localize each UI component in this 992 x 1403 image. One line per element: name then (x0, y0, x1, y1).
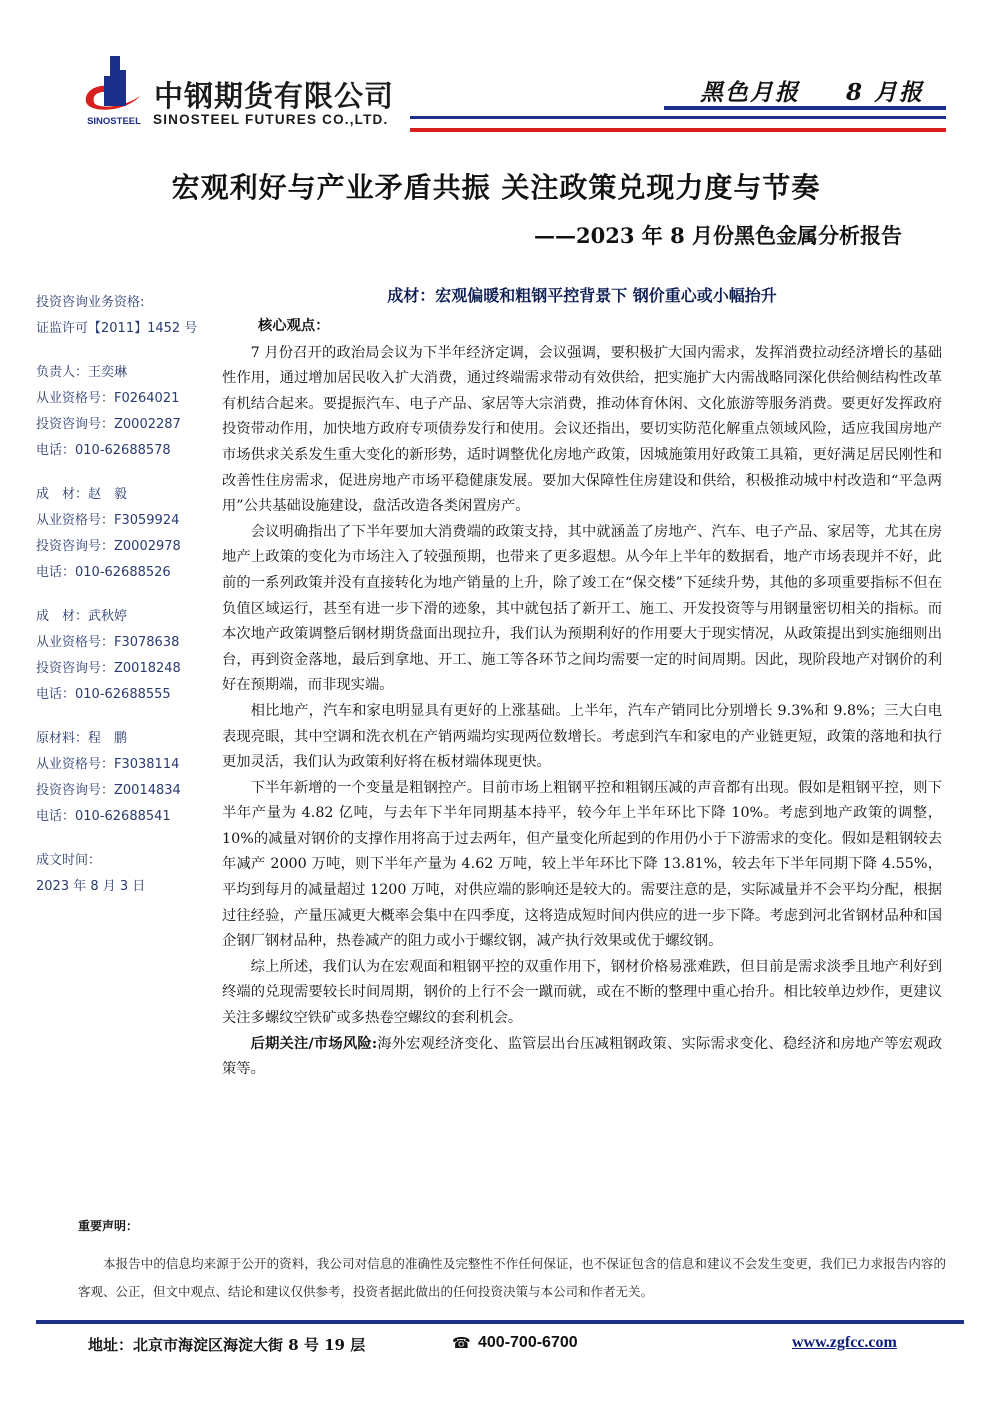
footer-divider-navy (36, 1320, 964, 1324)
sidebar-line: 从业资格号：F3038114 (36, 757, 180, 772)
sidebar-line: 投资咨询号：Z0002287 (36, 417, 181, 432)
body-paragraph: 7 月份召开的政治局会议为下半年经济定调，会议强调，要积极扩大国内需求，发挥消费拉动经济增长的基础性作用，通过增加居民收入扩大消费，通过终端需求带动有效供给，把实施扩大内需战略同深化供给侧结构性改革有机结合起来。要提振汽车、电子产品、家居等大宗消费，推动体育休闲、文化旅游等服务消费。要更好发挥政府投资带动作用，加快地方政府专项债券发行和使用。会议还指出，要切实防范化解重点领域风险，适应我国房地产市场供求关系发生重大变化的新形势，适时调整优化房地产政策，因城施策用好政策工具箱，更好满足居民刚性和改善性住房需求，促进房地产市场平稳健康发展。要加大保障性住房建设和供给，积极推动城中村改造和“平急两用”公共基础设施建设，盘活改造各类闲置房产。 (222, 344, 942, 515)
footer-phone: 400-700-6700 (478, 1334, 578, 1351)
sidebar-line: 成文时间： (36, 853, 102, 868)
sidebar-line: 负责人：王奕琳 (36, 365, 128, 380)
section-title: 成材：宏观偏暖和粗钢平控背景下 钢价重心或小幅抬升 (387, 286, 777, 305)
sidebar-line: 投资咨询号：Z0014834 (36, 783, 181, 798)
report-month: 8 月报 (846, 79, 925, 106)
disclaimer-label: 重要声明： (78, 1219, 139, 1233)
sinosteel-logo-icon (80, 52, 148, 128)
sidebar-analyst-wu (36, 604, 221, 708)
header-divider-red (410, 128, 946, 132)
header-divider-navy-long (410, 116, 946, 119)
sidebar-line: 投资咨询业务资格: (36, 295, 145, 310)
risk-label: 后期关注/市场风险: (250, 1035, 378, 1052)
sidebar-line: 电话：010-62688555 (36, 687, 171, 702)
sidebar-analyst-zhao (36, 482, 221, 586)
sidebar-date (36, 848, 221, 900)
risk-text: 海外宏观经济变化、监管层出台压减粗钢政策、实际需求变化、稳经济和房地产等宏观政策等。 (222, 1035, 943, 1078)
sidebar-line: 成 材：赵 毅 (36, 487, 128, 502)
sidebar-line: 从业资格号：F3059924 (36, 513, 180, 528)
sidebar-line: 电话：010-62688541 (36, 809, 171, 824)
body-paragraph: 会议明确指出了下半年要加大消费端的政策支持，其中就涵盖了房地产、汽车、电子产品、家居等，尤其在房地产上政策的变化为市场注入了较强预期，也带来了更多遐想。从今年上半年的数据看，地产市场表现并不好，此前的一系列政策并没有直接转化为地产销量的上升，除了竣工在“保交楼”下延续升势，其他的多项重要指标不但在负值区域运行，甚至有进一步下滑的迹象，其中就包括了新开工、施工、开发投资等与用钢量密切相关的指标。而本次地产政策调整后钢材期货盘面出现拉升，我们认为预期利好的作用要大于现实情况，从政策提出到实施细则出台，再到资金落地，最后到拿地、开工、施工等各环节之间均需要一定的时间周期。因此，现阶段地产对钢价的利好在预期端，而非现实端。 (222, 523, 942, 694)
core-view-label: 核心观点： (258, 318, 330, 334)
main-body (222, 314, 942, 1083)
sidebar-line: 投资咨询号：Z0002978 (36, 539, 181, 554)
header-divider-navy (664, 106, 946, 110)
sidebar-analyst-lead (36, 360, 221, 464)
analyst-sidebar (36, 290, 221, 918)
sidebar-line: 2023 年 8 月 3 日 (36, 879, 146, 894)
sidebar-line: 成 材：武秋婷 (36, 609, 128, 624)
body-paragraph: 下半年新增的一个变量是粗钢控产。目前市场上粗钢平控和粗钢压减的声音都有出现。假如是粗钢平控，则下半年产量为 4.82 亿吨，与去年下半年同期基本持平，较今年上半年环比下降 10%。考虑到地产政策的调整，10%的减量对钢价的支撑作用将高于过去两年，但产量变化所起到的作用仍小于下游需求的变化。假如是粗钢较去年减产 2000 万吨，则下半年产量为 4.62 万吨，较上半年环比下降 13.81%，较去年下半年同期下降 4.55%，平均到每月的减量超过 1200 万吨，对供应端的影响还是较大的。需要注意的是，实际减量并不会平均分配，根据过往经验，产量压减更大概率会集中在四季度，这将造成短时间内供应的进一步下降。考虑到河北省钢材品种和国企钢厂钢材品种，热卷减产的阻力或小于螺纹钢，减产执行效果或优于螺纹钢。 (222, 779, 942, 950)
company-name-en: SINOSTEEL FUTURES CO.,LTD. (153, 112, 389, 127)
sidebar-license (36, 290, 221, 342)
risk-paragraph (222, 1032, 942, 1083)
sidebar-line: 电话：010-62688578 (36, 443, 171, 458)
report-subtitle: ——2023 年 8 月份黑色金属分析报告 (534, 223, 902, 248)
sidebar-analyst-cheng (36, 726, 221, 830)
report-title: 宏观利好与产业矛盾共振 关注政策兑现力度与节奏 (171, 171, 821, 204)
body-paragraph: 相比地产，汽车和家电明显具有更好的上涨基础。上半年，汽车产销同比分别增长 9.3%和 9.8%；三大白电表现亮眼，其中空调和洗衣机在产销两端均实现两位数增长。考虑到汽车和家电的产业链更短，政策的落地和执行更加灵活，我们认为政策利好将在板材端体现更快。 (222, 702, 942, 771)
body-paragraph: 综上所述，我们认为在宏观面和粗钢平控的双重作用下，钢材价格易涨难跌，但目前是需求淡季且地产利好到终端的兑现需要较长时间周期，钢价的上行不会一蹴而就，或在不断的整理中重心抬升。相比较单边炒作，更建议关注多螺纹空铁矿或多热卷空螺纹的套利机会。 (222, 958, 942, 1027)
sidebar-line: 原材料：程 鹏 (36, 731, 128, 746)
sidebar-line: 电话：010-62688526 (36, 565, 171, 580)
company-name-cn: 中钢期货有限公司 (154, 79, 395, 113)
sidebar-line: 证监许可【2011】1452 号 (36, 321, 198, 336)
logo-text: SINOSTEEL (87, 116, 141, 127)
report-type: 黑色月报 (700, 79, 800, 106)
sidebar-line: 从业资格号：F0264021 (36, 391, 180, 406)
sidebar-line: 从业资格号：F3078638 (36, 635, 180, 650)
company-logo (80, 52, 148, 128)
disclaimer-text: 本报告中的信息均来源于公开的资料，我公司对信息的准确性及完整性不作任何保证，也不保证包含的信息和建议不会发生变更，我们已力求报告内容的客观、公正，但文中观点、结论和建议仅供参考，投资者据此做出的任何投资决策与本公司和作者无关。 (78, 1256, 946, 1299)
phone-icon: ☎ (452, 1334, 471, 1352)
sidebar-line: 投资咨询号：Z0018248 (36, 661, 181, 676)
footer-address: 地址：北京市海淀区海淀大街 8 号 19 层 (88, 1336, 366, 1354)
footer-website-link[interactable]: www.zgfcc.com (792, 1334, 897, 1351)
